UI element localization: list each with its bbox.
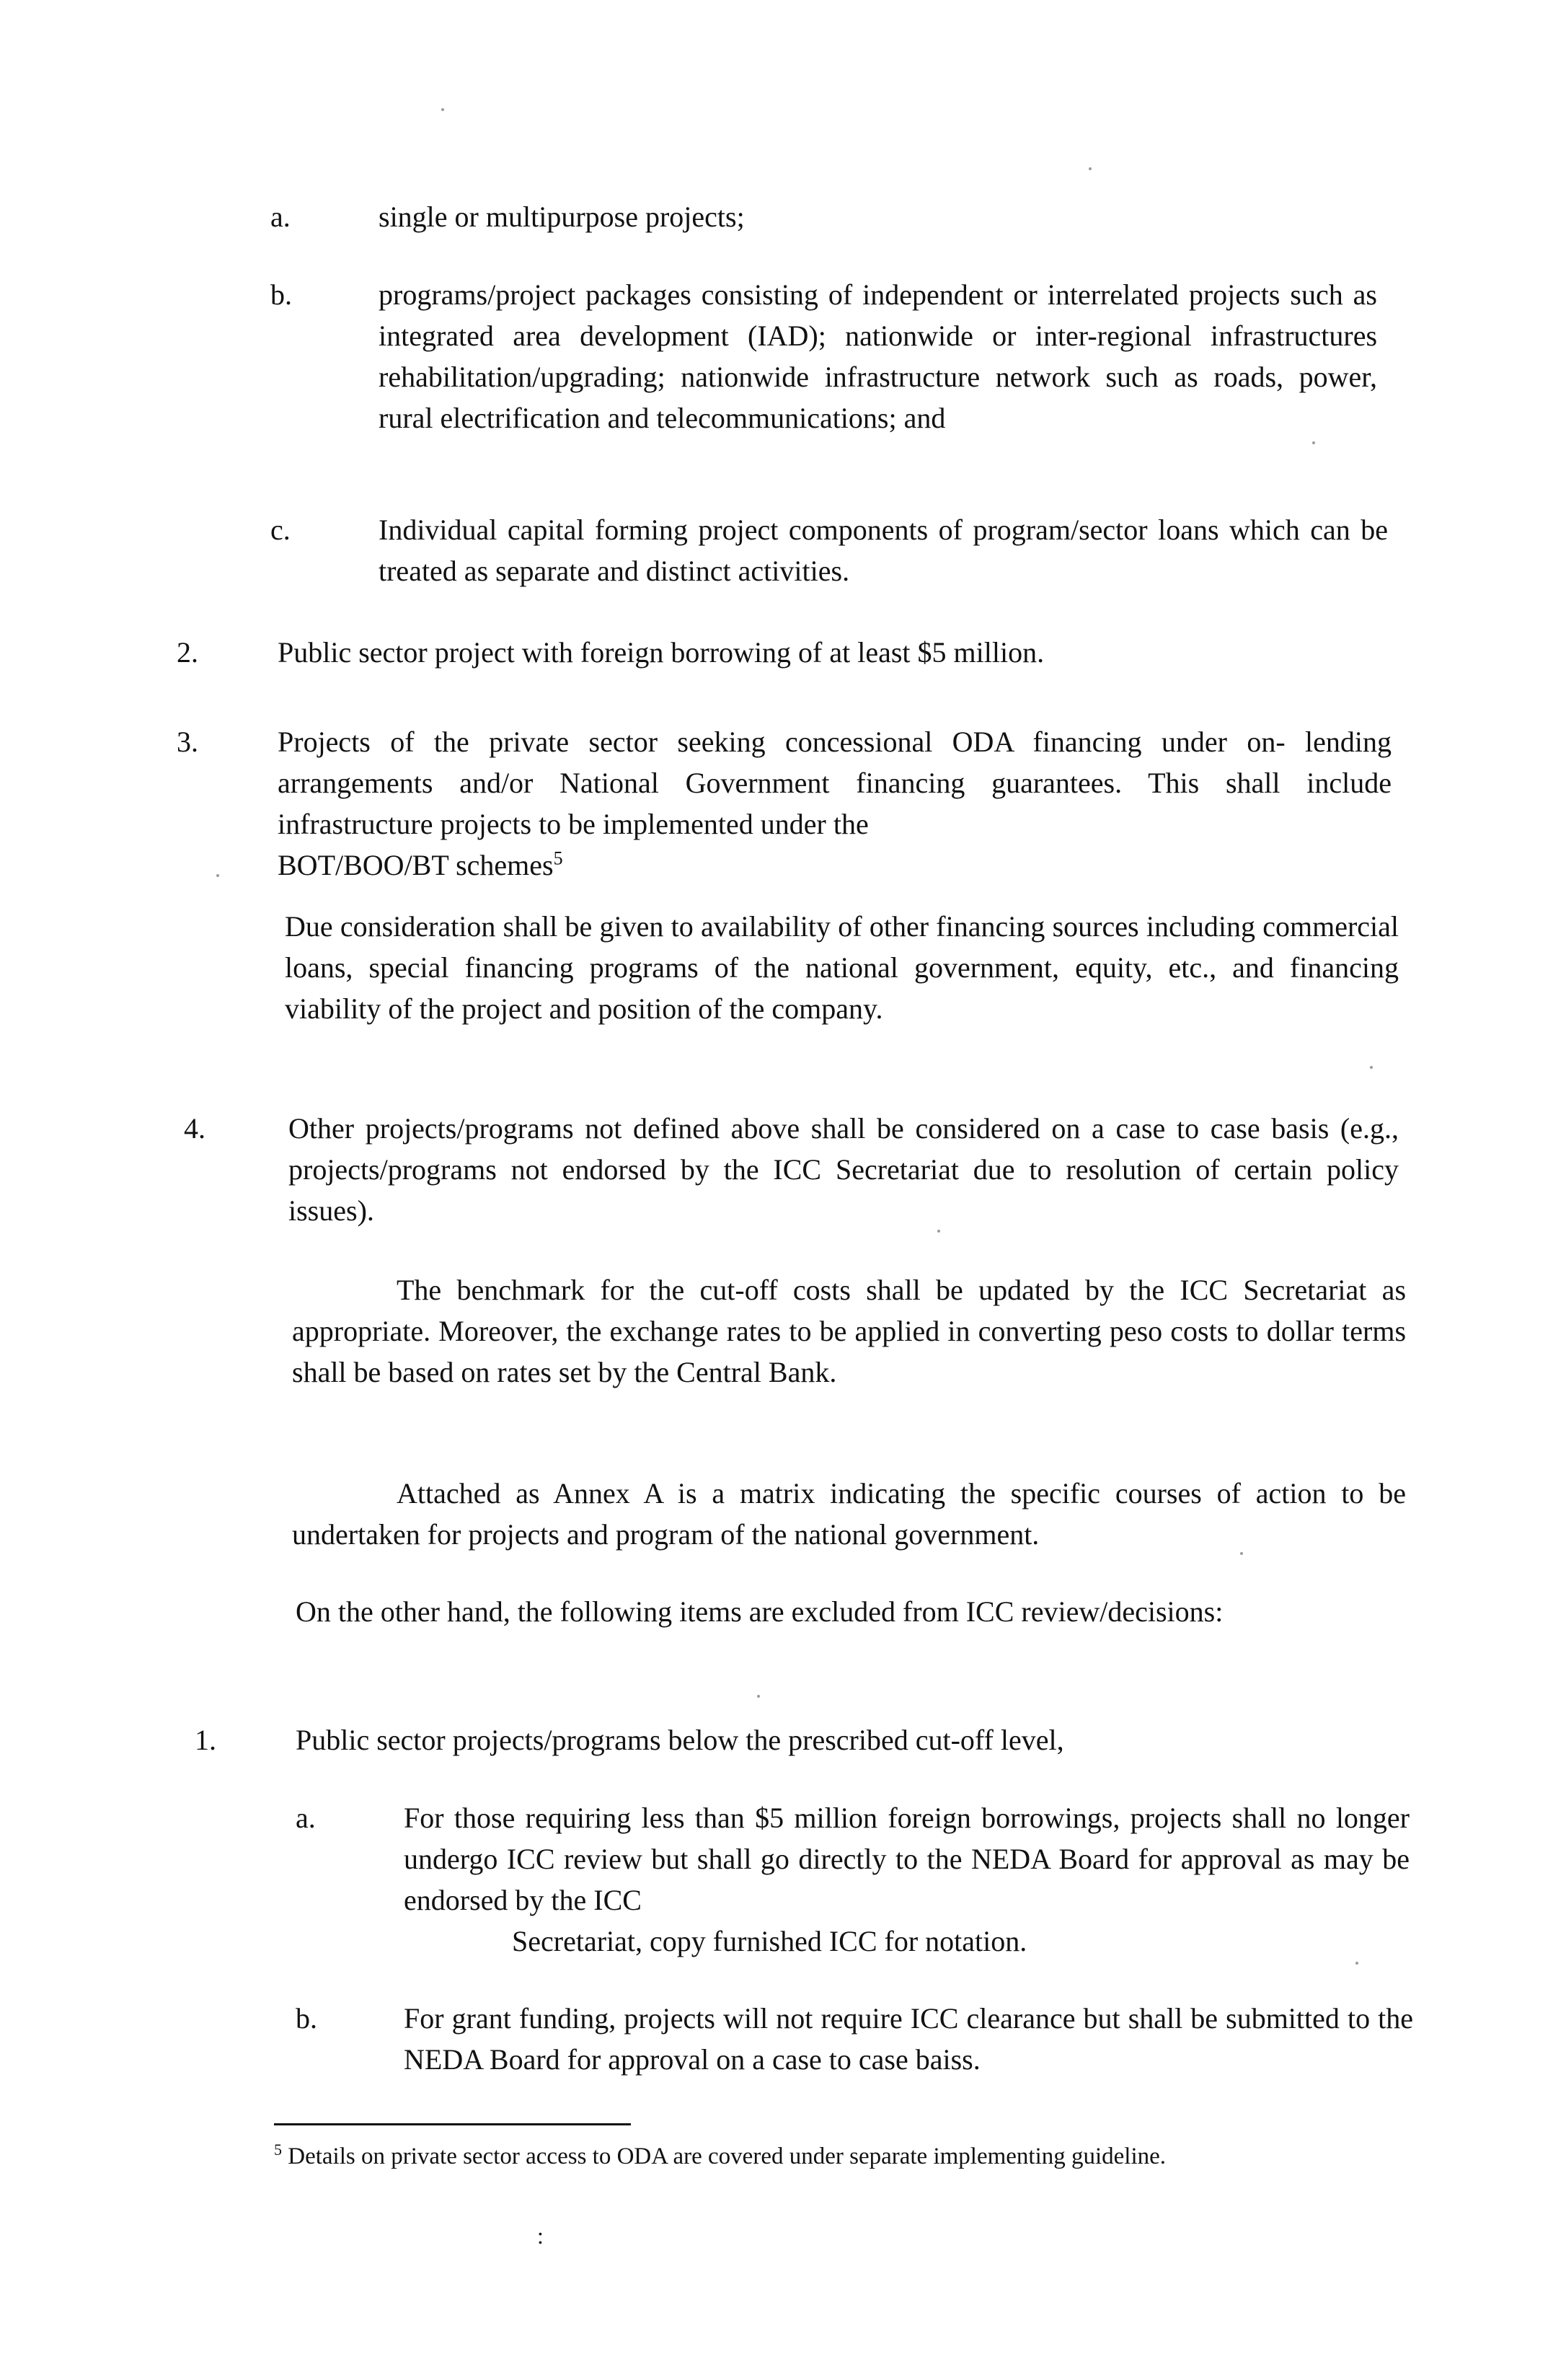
text-line: programs/project packages consisting of independent or interrelated <box>379 278 1179 311</box>
text-line: Bank. <box>768 1356 837 1388</box>
excluded-intro-paragraph <box>296 1591 1406 1632</box>
footnote <box>274 2141 1166 2172</box>
text-line: Individual capital forming project components of program/sector loans <box>379 514 1219 546</box>
text-line: On the other hand, the following items are excluded from ICC <box>296 1595 1014 1628</box>
text-line: Secretariat, copy furnished ICC for notation. <box>512 1925 1027 1957</box>
text-line: the company. <box>729 992 883 1025</box>
text-line: BOT/BOO/BT schemes <box>278 849 554 881</box>
text-line: Projects of the private sector seeking concessional ODA financing under on- <box>278 726 1286 758</box>
text-line: which can be treated as separate and distinct activities. <box>379 514 1389 587</box>
item-marker-4: 4. <box>184 1112 205 1145</box>
benchmark-paragraph <box>292 1269 1406 1393</box>
text-line: government, equity, etc., and financing viability of the project and position of <box>285 951 1399 1025</box>
item-2: Public sector project with foreign borrowing of at least $5 million. <box>278 636 1045 669</box>
footnote-number: 5 <box>274 2141 282 2159</box>
text-line: Attached as Annex A is a matrix indicating the specific courses of <box>397 1477 1241 1509</box>
excluded-marker-b: b. <box>296 2002 317 2035</box>
text-line: projects such as integrated area development (IAD); nationwide or <box>379 278 1377 352</box>
scan-speck <box>1089 167 1092 170</box>
text-line: action to be undertaken for projects and program of the national government. <box>292 1477 1407 1551</box>
text-line: lending arrangements and/or National Government financing guarantees. This <box>278 726 1392 799</box>
item-4 <box>288 1108 1399 1231</box>
annex-paragraph <box>292 1473 1406 1555</box>
due-consideration-paragraph <box>285 906 1399 1029</box>
scan-speck <box>1355 1962 1358 1965</box>
list-marker-b: b. <box>270 278 292 311</box>
text-line: Board for approval as may be endorsed by the ICC <box>404 1843 1410 1916</box>
text-line: infrastructure network such as roads, power, rural electrification and <box>379 361 1377 434</box>
list-item-b <box>379 274 1377 438</box>
scan-speck <box>1312 441 1315 444</box>
text-line: Due consideration shall be given to availability of other financing sources <box>285 910 1139 943</box>
text-line: case basis (e.g., projects/programs not endorsed by the ICC Secretariat due to <box>288 1112 1399 1186</box>
scan-speck <box>1240 1552 1243 1555</box>
scan-speck <box>1370 1066 1373 1069</box>
scan-speck <box>757 1695 760 1698</box>
scan-speck <box>937 1230 940 1233</box>
footnote-separator <box>274 2123 631 2125</box>
text-line: inter-regional infrastructures rehabilitation/upgrading; nationwide <box>379 319 1378 393</box>
scan-speck <box>441 108 444 111</box>
text-line: Other projects/programs not defined above shall be considered on a case to <box>288 1112 1200 1145</box>
item-marker-2: 2. <box>177 636 198 669</box>
footnote-reference: 5 <box>553 847 563 869</box>
text-line: converting peso costs to dollar terms shall be based on rates set by the Central <box>292 1315 1407 1388</box>
text-line: telecommunications; and <box>656 402 946 434</box>
text-line: resolution of certain policy issues). <box>288 1153 1399 1227</box>
scan-speck <box>216 874 219 877</box>
text-line: For those requiring less than $5 million foreign borrowings, projects <box>404 1802 1222 1834</box>
list-item-c <box>379 509 1388 591</box>
excluded-item-1: Public sector projects/programs below the prescribed cut-off level, <box>296 1724 1064 1756</box>
text-line: Secretariat as appropriate. Moreover, the exchange rates to be applied in <box>292 1274 1407 1347</box>
footnote-text: Details on private sector access to ODA are covered under separate implementing guideline. <box>288 2143 1167 2169</box>
list-item-a: single or multipurpose projects; <box>379 200 745 233</box>
excluded-marker-a: a. <box>296 1802 316 1834</box>
text-line: For grant funding, projects will not require ICC clearance but shall be <box>404 2002 1218 2035</box>
list-marker-c: c. <box>270 514 291 546</box>
list-marker-a: a. <box>270 200 291 233</box>
text-line: including commercial loans, special financing programs of the national <box>285 910 1399 984</box>
text-line: shall no longer undergo ICC review but shall go directly to the NEDA <box>404 1802 1410 1875</box>
text-line: review/decisions: <box>1021 1595 1224 1628</box>
excluded-item-a <box>404 1797 1410 1962</box>
text-line: submitted to the NEDA Board for approval on a case to case baiss. <box>404 2002 1413 2076</box>
item-3 <box>278 721 1392 886</box>
item-marker-3: 3. <box>177 726 198 758</box>
text-line: The benchmark for the cut-off costs shall be updated by the ICC <box>397 1274 1229 1306</box>
stray-mark: : <box>537 2223 544 2249</box>
excluded-item-b <box>404 1998 1413 2080</box>
text-line: shall include infrastructure projects to be implemented under the <box>278 767 1392 840</box>
excluded-marker-1: 1. <box>195 1724 216 1756</box>
